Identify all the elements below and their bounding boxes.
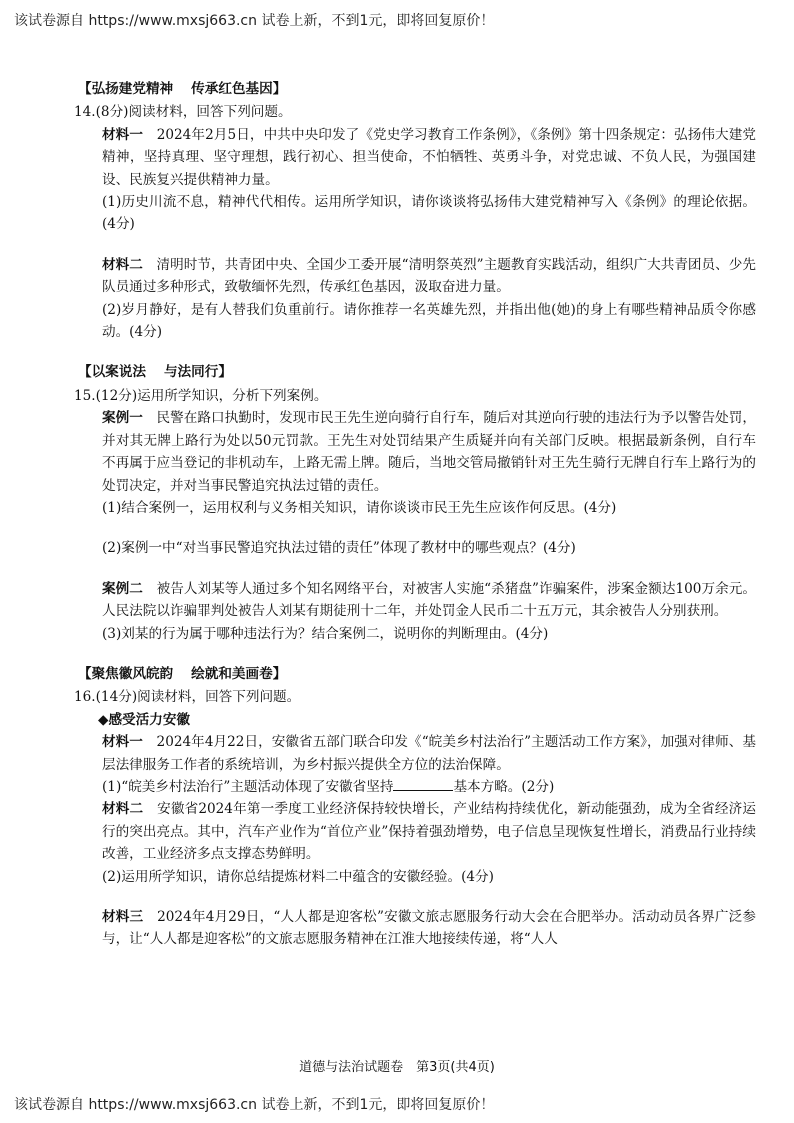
page-footer: 道德与法治试题卷 第3页(共4页) (299, 1060, 495, 1075)
q14-material-1: 材料一 2024年2月5日，中共中央印发了《党史学习教育工作条例》，《条例》第十四条规定：弘扬伟大建党精神，坚持真理、坚守理想，践行初心、担当使命，不怕牺牲、英勇斗争，对党忠诚、不负人民，为强国建设、民族复兴提供精神力量。 (102, 126, 757, 188)
q15-sub-question-2: (2)案例一中“对当事民警追究执法过错的责任”体现了教材中的哪些观点？(4分) (102, 540, 576, 557)
section-title-3: 【聚焦徽风皖韵 绘就和美画卷】 (78, 665, 287, 682)
section-title-1: 【弘扬建党精神 传承红色基因】 (78, 81, 287, 97)
q16-material-2: 材料二 安徽省2024年第一季度工业经济保持较快增长，产业结构持续优化，新动能强劲，成为全省经济运行的突出亮点。其中，汽车产业作为“首位产业”保持着强劲增势，电子信息呈现恢复性增长，消费品行业持续改善，工业经济多点支撑态势鲜明。 (102, 801, 757, 863)
q14-material-2: 材料二 清明时节，共青团中央、全国少工委开展“清明祭英烈”主题教育实践活动，组织广大共青团员、少先队员通过多种形式，致敬缅怀先烈，传承红色基因，汲取奋进力量。 (102, 256, 756, 296)
q16-sub-heading: ◆感受活力安徽 (98, 711, 191, 728)
watermark-top: 该试卷源自 https://www.mxsj663.cn 试卷上新，不到1元，即将回复原价！ (14, 13, 495, 29)
q14-sub-question-2: (2)岁月静好，是有人替我们负重前行。请你推荐一名英雄先烈，并指出他(她)的身上有哪些精神品质令你感动。(4分) (102, 301, 756, 341)
q16-sub-question-2: (2)运用所学知识，请你总结提炼材料二中蕴含的安徽经验。(4分) (102, 868, 494, 885)
question-14-stem: 14.(8分)阅读材料，回答下列问题。 (74, 104, 292, 121)
q14-sub-question-1: (1)历史川流不息，精神代代相传。运用所学知识，请你谈谈将弘扬伟大建党精神写入《条例》的理论依据。(4分) (102, 194, 756, 233)
q15-case-1: 案例一 民警在路口执勤时，发现市民王先生逆向骑行自行车，随后对其逆向行驶的违法行为予以警告处罚，并对其无牌上路行为处以50元罚款。王先生对处罚结果产生质疑并向有关部门反映。根据最新条例，自行车不再属于应当登记的非机动车，上路无需上牌。随后，当地交管局撤销针对王先生骑行无牌自行车上路行为的处罚决定，并对当事民警追究执法过错的责任。 (102, 410, 757, 494)
question-16-stem: 16.(14分)阅读材料，回答下列问题。 (74, 689, 301, 706)
q15-sub-question-3: (3)刘某的行为属于哪种违法行为？结合案例二，说明你的判断理由。(4分) (102, 625, 549, 642)
exam-page (74, 78, 756, 951)
q15-sub-question-1: (1)结合案例一，运用权利与义务相关知识，请你谈谈市民王先生应该作何反思。(4分) (102, 499, 617, 516)
q15-case-2: 案例二 被告人刘某等人通过多个知名网络平台，对被害人实施“杀猪盘”诈骗案件，涉案金额达100万余元。人民法院以诈骗罪判处被告人刘某有期徒刑十二年，并处罚金人民币二十五万元，其余被告人分别获刑。 (102, 580, 757, 620)
q16-material-3: 材料三 2024年4月29日，“人人都是迎客松”安徽文旅志愿服务行动大会在合肥举办。活动动员各界广泛参与，让“人人都是迎客松”的文旅志愿服务精神在江淮大地接续传递，将“人人 (102, 909, 756, 948)
section-title-2: 【以案说法 与法同行】 (78, 364, 232, 381)
watermark-bottom: 该试卷源自 https://www.mxsj663.cn 试卷上新，不到1元，即将回复原价！ (14, 1097, 495, 1113)
q16-sub-question-1: (1)“皖美乡村法治行”主题活动体现了安徽省坚持 基本方略。(2分) (102, 776, 756, 798)
answer-blank[interactable] (393, 776, 453, 791)
q16-material-1: 材料一 2024年4月22日，安徽省五部门联合印发《“皖美乡村法治行”主题活动工作方案》，加强对律师、基层法律服务工作者的系统培训，为乡村振兴提供全方位的法治保障。 (102, 734, 757, 773)
question-15-stem: 15.(12分)运用所学知识，分析下列案例。 (74, 387, 328, 404)
